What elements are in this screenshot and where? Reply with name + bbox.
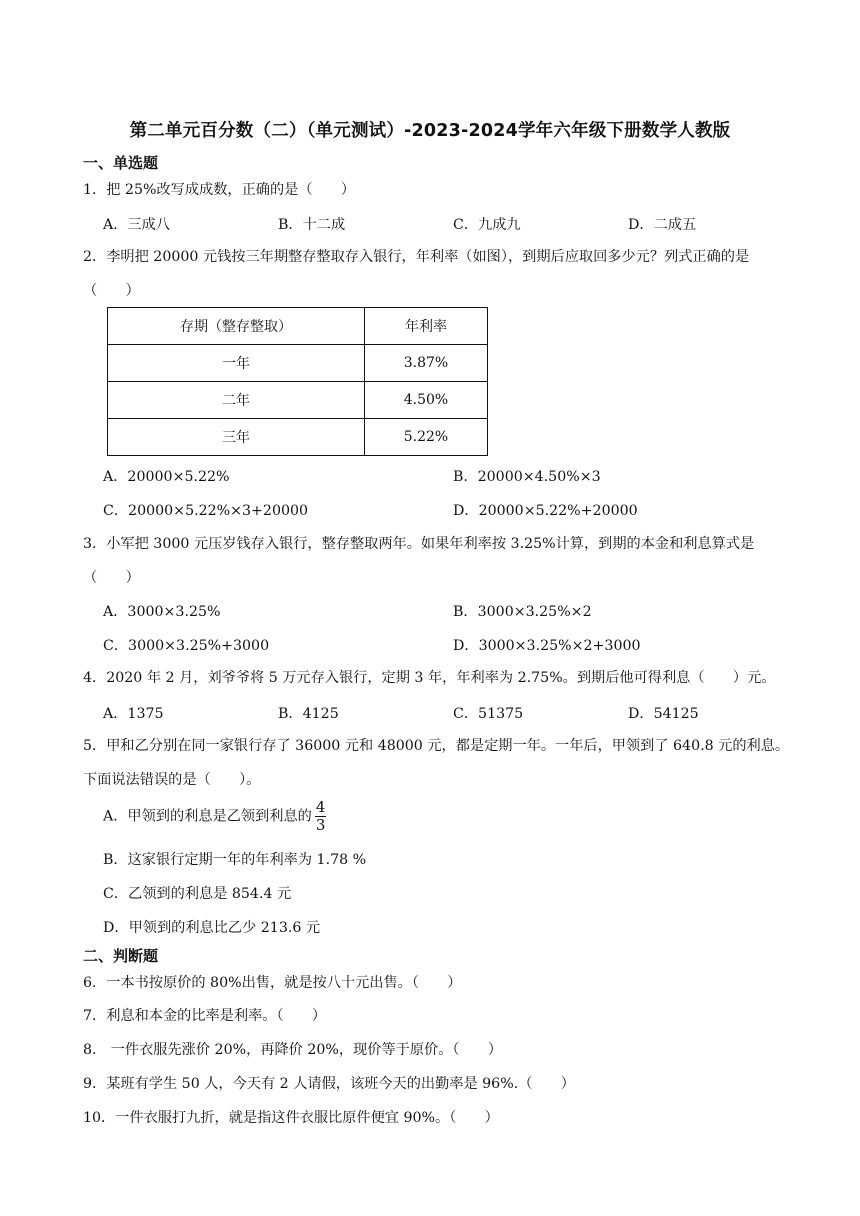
q1-option-c: C．九成九 (453, 217, 521, 233)
q4-option-c: C．51375 (453, 706, 524, 722)
q2-option-c: C．20000×5.22%×3+20000 (103, 503, 309, 519)
table-cell-rate: 3.87% (365, 345, 488, 382)
question-10: 10．一件衣服打九折，就是指这件衣服比原件便宜 90%。（ ） (83, 1110, 499, 1126)
q3-option-d: D．3000×3.25%×2+3000 (453, 638, 641, 654)
fraction-four-thirds (315, 799, 327, 834)
question-1: 1．把 25%改写成成数，正确的是（ ） (83, 182, 356, 198)
question-5: 5．甲和乙分别在同一家银行存了 36000 元和 48000 元，都是定期一年。一年后，甲领到了 640.8 元的利息。下面说法错误的是（ ）。 (83, 738, 790, 788)
q5-option-b: B．这家银行定期一年的年利率为 1.78 % (103, 852, 367, 868)
fraction-numerator: 4 (315, 798, 326, 816)
question-4: 4．2020 年 2 月，刘爷爷将 5 万元存入银行，定期 3 年，年利率为 2.75%。到期后他可得利息（ ）元。 (83, 670, 776, 686)
table-header-term: 存期（整存整取） (108, 308, 365, 345)
q1-option-b: B．十二成 (278, 217, 346, 233)
q5-option-c: C．乙领到的利息是 854.4 元 (103, 886, 292, 902)
section-heading-single-choice: 一、单选题 (83, 154, 159, 172)
section-heading-true-false: 二、判断题 (83, 947, 159, 965)
question-7: 7．利息和本金的比率是利率。（ ） (83, 1008, 327, 1024)
q2-option-d: D．20000×5.22%+20000 (453, 503, 638, 519)
q2-option-a: A．20000×5.22% (103, 469, 230, 485)
table-cell-rate: 4.50% (365, 382, 488, 419)
question-8: 8． 一件衣服先涨价 20%，再降价 20%，现价等于原价。（ ） (83, 1042, 503, 1058)
q5-option-d: D．甲领到的利息比乙少 213.6 元 (103, 920, 321, 936)
q1-option-a: A．三成八 (103, 217, 170, 233)
table-cell-term: 三年 (108, 419, 365, 456)
q4-option-a: A．1375 (103, 706, 164, 722)
q3-option-c: C．3000×3.25%+3000 (103, 638, 270, 654)
table-cell-term: 一年 (108, 345, 365, 382)
q4-option-d: D．54125 (628, 706, 699, 722)
question-3: 3．小军把 3000 元压岁钱存入银行，整存整取两年。如果年利率按 3.25%计算，到期的本金和利息算式是（ ） (83, 536, 755, 586)
table-row (108, 382, 488, 419)
q3-option-a: A．3000×3.25% (103, 604, 221, 620)
table-row (108, 419, 488, 456)
table-header-row (108, 308, 488, 345)
question-6: 6．一本书按原价的 80%出售，就是按八十元出售。（ ） (83, 975, 462, 991)
q5-option-a (103, 799, 326, 834)
table-cell-term: 二年 (108, 382, 365, 419)
q4-option-b: B．4125 (278, 706, 339, 722)
table-row (108, 345, 488, 382)
q3-option-b: B．3000×3.25%×2 (453, 604, 592, 620)
fraction-denominator: 3 (315, 816, 326, 834)
question-2: 2．李明把 20000 元钱按三年期整存整取存入银行，年利率（如图），到期后应取回多少元？列式正确的是（ ） (83, 249, 750, 299)
q5-option-a-text: A．甲领到的利息是乙领到利息的 (103, 808, 312, 825)
question-9: 9．某班有学生 50 人，今天有 2 人请假，该班今天的出勤率是 96%.（ ） (83, 1076, 575, 1092)
q2-option-b: B．20000×4.50%×3 (453, 469, 601, 485)
q1-option-d: D．二成五 (628, 217, 697, 233)
interest-rate-table (107, 307, 488, 456)
table-cell-rate: 5.22% (365, 419, 488, 456)
document-title: 第二单元百分数（二）（单元测试）-2023-2024学年六年级下册数学人教版 (129, 121, 731, 141)
table-header-rate: 年利率 (365, 308, 488, 345)
